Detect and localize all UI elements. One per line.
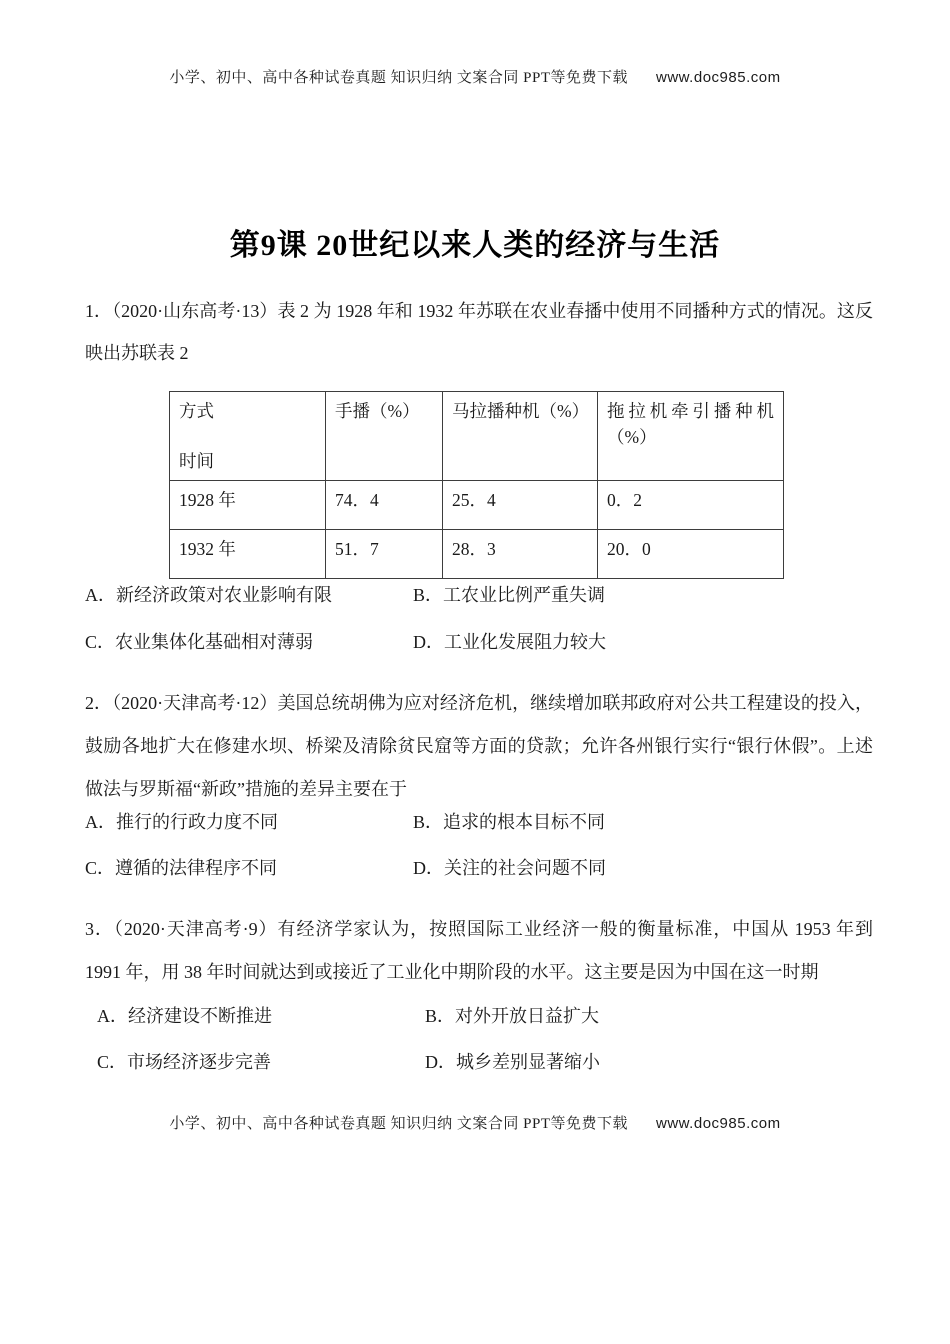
table-cell: 20．0 [598, 530, 784, 579]
table-header-cell: 手播（%） [326, 392, 443, 481]
table-cell: 28．3 [443, 530, 598, 579]
sowing-methods-table [169, 391, 784, 579]
q3-option-c: C．市场经济逐步完善 [97, 1052, 272, 1072]
q3-option-d: D．城乡差别显著缩小 [425, 1052, 600, 1072]
table-row-1932 [170, 530, 784, 579]
header-banner-text: 小学、初中、高中各种试卷真题 知识归纳 文案合同 PPT等免费下载 [169, 70, 629, 86]
option-row [85, 810, 805, 834]
question-2-options [85, 810, 805, 902]
q2-option-b: B．追求的根本目标不同 [413, 812, 606, 832]
q3-option-b: B．对外开放日益扩大 [425, 1006, 600, 1026]
site-footer-banner [0, 1112, 950, 1133]
q1-option-b: B．工农业比例严重失调 [413, 585, 606, 605]
table-cell: 74．4 [326, 481, 443, 530]
option-row [85, 856, 805, 880]
q2-option-a: A．推行的行政力度不同 [85, 812, 278, 832]
q1-option-a: A．新经济政策对农业影响有限 [85, 585, 332, 605]
q1-option-c: C．农业集体化基础相对薄弱 [85, 632, 314, 652]
table-header-cell: 拖拉机牵引播种机（%） [598, 392, 784, 481]
footer-site-url: www.doc985.com [656, 1115, 781, 1132]
question-3-options [97, 1004, 817, 1096]
q3-option-a: A．经济建设不断推进 [97, 1006, 272, 1026]
row-label: 1928 年 [170, 481, 326, 530]
option-row [85, 630, 805, 654]
table-axis-cell [170, 392, 326, 481]
q2-option-c: C．遵循的法律程序不同 [85, 858, 278, 878]
axis-col-label: 方式 [179, 401, 214, 421]
axis-row-label: 时间 [179, 451, 214, 471]
option-row [97, 1050, 817, 1074]
question-2-stem: 2．（2020·天津高考·12）美国总统胡佛为应对经济危机，继续增加联邦政府对公共工程建设的投入，鼓励各地扩大在修建水坝、桥梁及清除贫民窟等方面的贷款；允许各州银行实行“银行休假”。上述做法与罗斯福“新政”措施的差异主要在于 [85, 693, 873, 799]
q2-option-d: D．关注的社会问题不同 [413, 858, 606, 878]
table-cell: 51．7 [326, 530, 443, 579]
q1-option-d: D．工业化发展阻力较大 [413, 632, 606, 652]
header-site-url: www.doc985.com [656, 69, 781, 86]
table-cell: 25．4 [443, 481, 598, 530]
row-label: 1932 年 [170, 530, 326, 579]
question-3-stem: 3．（2020·天津高考·9）有经济学家认为，按照国际工业经济一般的衡量标准，中国从 1953 年到 1991 年，用 38 年时间就达到或接近了工业化中期阶段的水平。这主要是因为中国在这一时期 [85, 919, 874, 982]
question-1-stem: 1．（2020·山东高考·13）表 2 为 1928 年和 1932 年苏联在农业春播中使用不同播种方式的情况。这反映出苏联表 2 [85, 301, 873, 363]
table-row-1928 [170, 481, 784, 530]
question-1-options [85, 583, 805, 677]
footer-banner-text: 小学、初中、高中各种试卷真题 知识归纳 文案合同 PPT等免费下载 [169, 1116, 629, 1132]
page-title: 第9课 20世纪以来人类的经济与生活 [229, 229, 721, 262]
option-row [97, 1004, 817, 1028]
option-row [85, 583, 805, 607]
table-cell: 0．2 [598, 481, 784, 530]
site-header-banner [0, 66, 950, 87]
table-header-cell: 马拉播种机（%） [443, 392, 598, 481]
table-header-row [170, 392, 784, 481]
